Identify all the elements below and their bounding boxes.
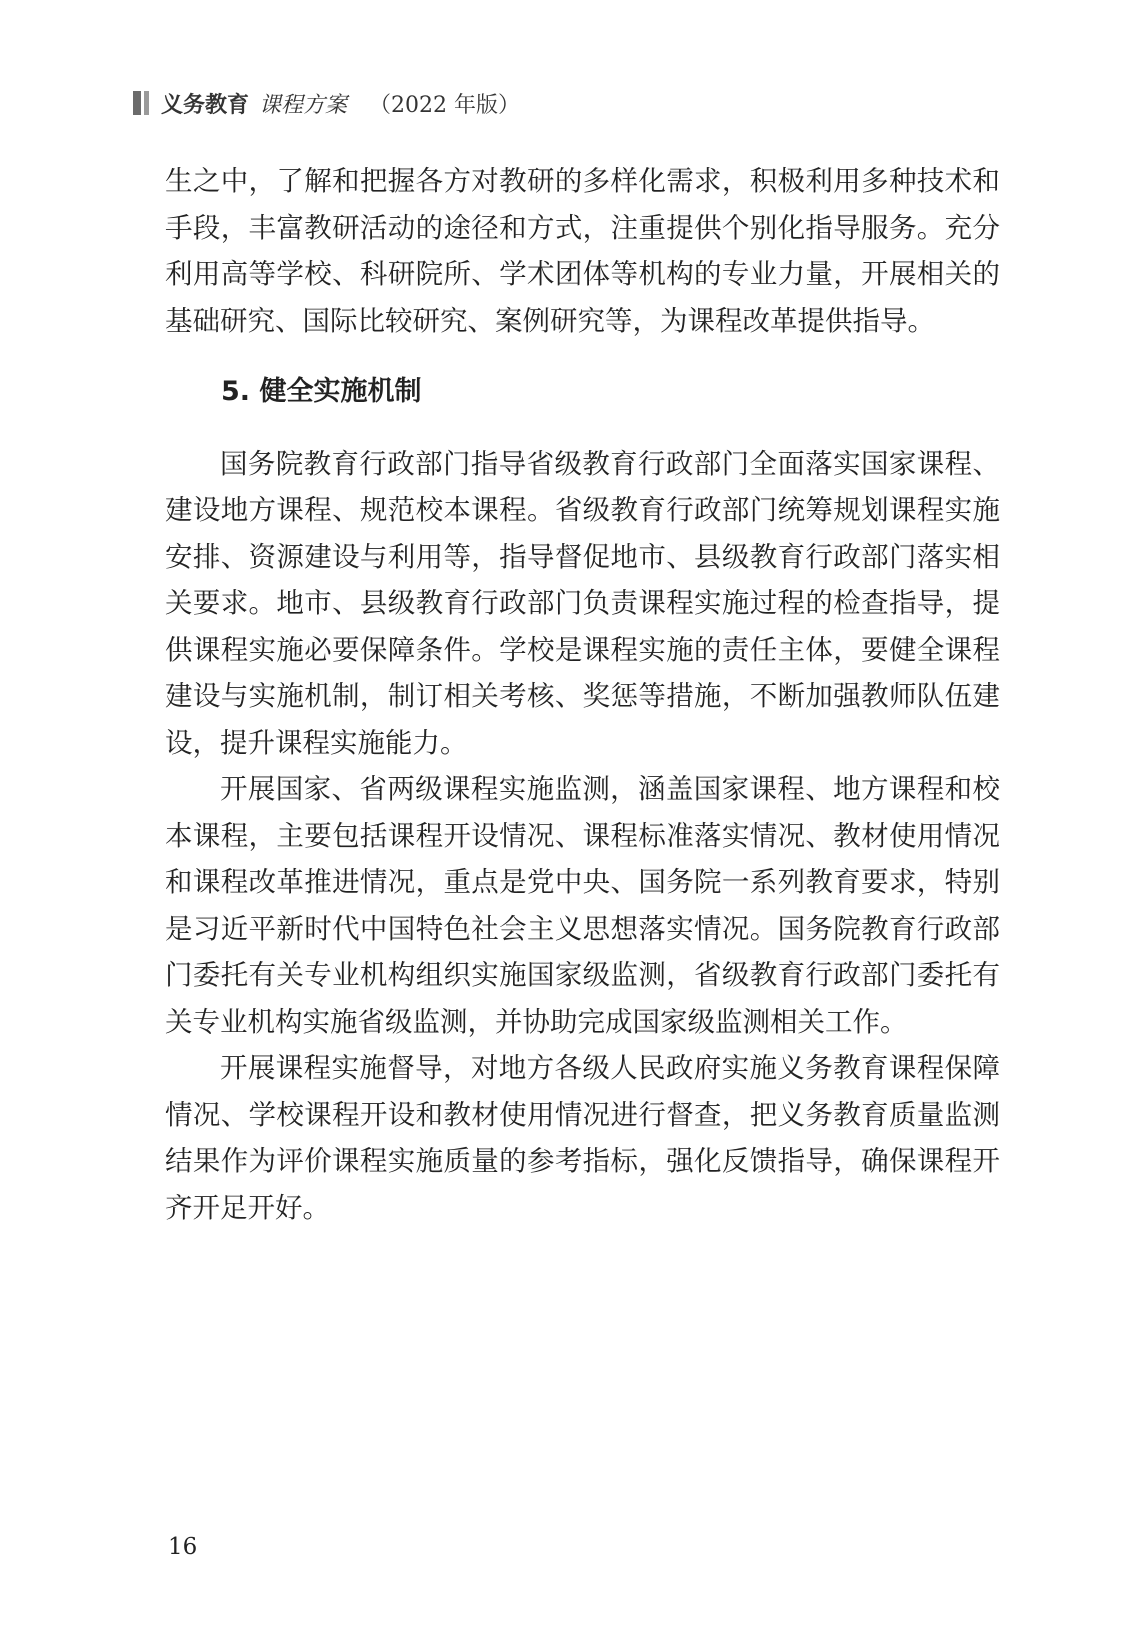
header-bar-dark — [133, 91, 141, 115]
intro-paragraph: 生之中，了解和把握各方对教研的多样化需求，积极利用多种技术和手段，丰富教研活动的途径和方式，注重提供个别化指导服务。充分利用高等学校、科研院所、学术团体等机构的专业力量，开展相关的基础研究、国际比较研究、案例研究等，为课程改革提供指导。 — [165, 165, 1000, 337]
section-heading: 5. 健全实施机制 — [221, 376, 422, 407]
running-header — [133, 86, 520, 120]
body-paragraph-1: 国务院教育行政部门指导省级教育行政部门全面落实国家课程、建设地方课程、规范校本课程。省级教育行政部门统筹规划课程实施安排、资源建设与利用等，指导督促地市、县级教育行政部门落实相关要求。地市、县级教育行政部门负责课程实施过程的检查指导，提供课程实施必要保障条件。学校是课程实施的责任主体，要健全课程建设与实施机制，制订相关考核、奖惩等措施，不断加强教师队伍建设，提升课程实施能力。 — [165, 447, 1000, 759]
body-paragraph-3: 开展课程实施督导，对地方各级人民政府实施义务教育课程保障情况、学校课程开设和教材使用情况进行督查，把义务教育质量监测结果作为评价课程实施质量的参考指标，强化反馈指导，确保课程开齐开足开好。 — [165, 1052, 1000, 1224]
header-title: 义务教育 — [161, 92, 250, 118]
header-subtitle: 课程方案 — [259, 92, 348, 118]
header-edition: （2022 年版） — [369, 92, 521, 118]
body-paragraph-2: 开展国家、省两级课程实施监测，涵盖国家课程、地方课程和校本课程，主要包括课程开设情况、课程标准落实情况、教材使用情况和课程改革推进情况，重点是党中央、国务院一系列教育要求，特别是习近平新时代中国特色社会主义思想落实情况。国务院教育行政部门委托有关专业机构组织实施国家级监测，省级教育行政部门委托有关专业机构实施省级监测，并协助完成国家级监测相关工作。 — [165, 773, 1000, 1038]
header-bar-marks — [133, 91, 149, 115]
header-bar-light — [144, 91, 149, 115]
page-body — [165, 158, 1000, 1231]
page-number: 16 — [168, 1534, 198, 1560]
